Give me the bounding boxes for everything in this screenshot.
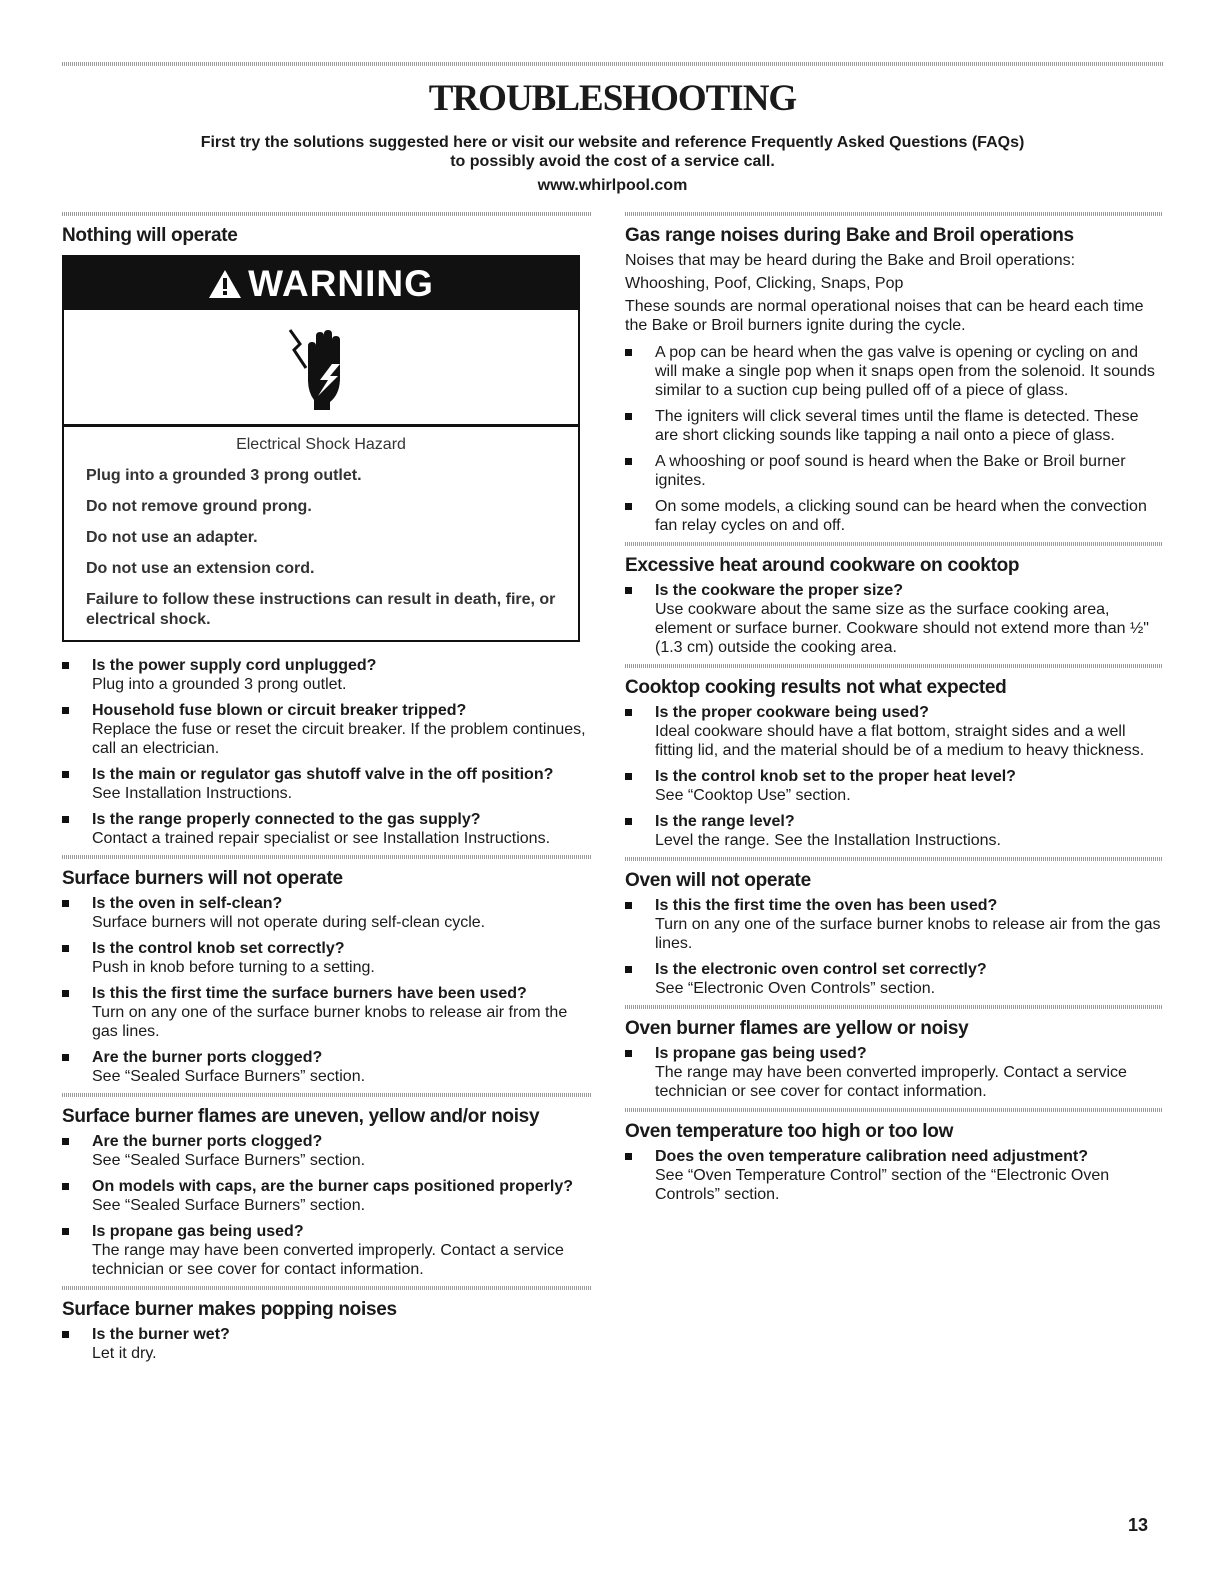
bullet-icon xyxy=(62,990,69,997)
noise-list xyxy=(625,343,1163,535)
question: Is the range level? xyxy=(655,813,795,830)
list-item xyxy=(62,701,592,758)
question: Is the range properly connected to the gas supply? xyxy=(92,811,481,828)
bullet-icon xyxy=(625,709,632,716)
right-column xyxy=(625,225,1163,1211)
section-divider xyxy=(62,1093,592,1097)
answer: Ideal cookware should have a flat bottom, straight sides and a well fitting lid, and the material should be of a medium to heavy thickness. xyxy=(655,723,1145,759)
section-divider xyxy=(625,1005,1163,1009)
hazard-title: Electrical Shock Hazard xyxy=(236,436,406,453)
bullet-icon xyxy=(625,413,632,420)
answer: Surface burners will not operate during self-clean cycle. xyxy=(92,914,486,931)
section-divider xyxy=(625,664,1163,668)
troubleshooting-list xyxy=(62,894,592,1086)
answer: Turn on any one of the surface burner knobs to release air from the gas lines. xyxy=(655,916,1161,952)
answer: See “Sealed Surface Burners” section. xyxy=(92,1068,366,1085)
question: Does the oven temperature calibration need adjustment? xyxy=(655,1148,1088,1165)
top-rule xyxy=(62,62,1163,66)
list-item xyxy=(625,452,1163,490)
bullet-icon xyxy=(625,349,632,356)
list-item xyxy=(625,497,1163,535)
question: Is propane gas being used? xyxy=(655,1045,867,1062)
question: Is the oven in self-clean? xyxy=(92,895,283,912)
warning-line: Do not use an adapter. xyxy=(86,529,258,546)
answer: The igniters will click several times until the flame is detected. These are short clicking sounds like tapping a nail onto a piece of glass. xyxy=(655,408,1139,444)
answer: See “Sealed Surface Burners” section. xyxy=(92,1197,366,1214)
question: Is the control knob set correctly? xyxy=(92,940,345,957)
section-divider xyxy=(62,1286,592,1290)
answer: Push in knob before turning to a setting. xyxy=(92,959,375,976)
bullet-icon xyxy=(625,458,632,465)
troubleshooting-list xyxy=(62,1325,592,1363)
section-heading: Surface burners will not operate xyxy=(62,868,343,889)
bullet-icon xyxy=(62,1054,69,1061)
warning-icon-area xyxy=(64,310,578,427)
bullet-icon xyxy=(62,1138,69,1145)
list-item xyxy=(62,984,592,1041)
section-heading: Oven burner flames are yellow or noisy xyxy=(625,1018,969,1039)
answer: A pop can be heard when the gas valve is opening or cycling on and will make a single pop when it snaps open from the solenoid. It sounds similar to a suction cup being pulled off of a piece of glass. xyxy=(655,344,1155,399)
question: On models with caps, are the burner caps positioned properly? xyxy=(92,1178,573,1195)
bullet-icon xyxy=(625,773,632,780)
warning-line: Failure to follow these instructions can result in death, fire, or electrical shock. xyxy=(86,591,556,628)
section-heading: Oven temperature too high or too low xyxy=(625,1121,954,1142)
troubleshooting-list xyxy=(62,656,592,848)
bullet-icon xyxy=(62,945,69,952)
troubleshooting-list xyxy=(625,703,1163,850)
paragraph: Noises that may be heard during the Bake and Broil operations: xyxy=(625,252,1076,269)
list-item xyxy=(625,896,1163,953)
list-item xyxy=(62,939,592,977)
troubleshooting-list xyxy=(625,1147,1163,1204)
section-heading: Excessive heat around cookware on cooktop xyxy=(625,555,1020,576)
question: Is the main or regulator gas shutoff valve in the off position? xyxy=(92,766,554,783)
bullet-icon xyxy=(625,1050,632,1057)
warning-line: Do not remove ground prong. xyxy=(86,498,312,515)
answer: See “Oven Temperature Control” section of the “Electronic Oven Controls” section. xyxy=(655,1167,1110,1203)
list-item xyxy=(62,1325,592,1363)
subtitle-line-1: First try the solutions suggested here or visit our website and reference Frequently Asked Questions (FAQs) xyxy=(200,134,1025,151)
answer: Replace the fuse or reset the circuit breaker. If the problem continues, call an electrician. xyxy=(92,721,586,757)
question: Is the electronic oven control set correctly? xyxy=(655,961,987,978)
section-heading: Gas range noises during Bake and Broil operations xyxy=(625,225,1074,246)
bullet-icon xyxy=(62,771,69,778)
list-item xyxy=(625,407,1163,445)
answer: Level the range. See the Installation Instructions. xyxy=(655,832,1001,849)
page-number: 13 xyxy=(1128,1515,1149,1535)
section-heading: Cooktop cooking results not what expected xyxy=(625,677,1007,698)
list-item xyxy=(625,960,1163,998)
bullet-icon xyxy=(625,587,632,594)
answer: Contact a trained repair specialist or see Installation Instructions. xyxy=(92,830,551,847)
list-item xyxy=(625,812,1163,850)
list-item xyxy=(625,767,1163,805)
section-heading: Nothing will operate xyxy=(62,225,238,246)
page-title: TROUBLESHOOTING xyxy=(428,78,797,119)
question: Household fuse blown or circuit breaker tripped? xyxy=(92,702,467,719)
page-subtitle xyxy=(140,133,1085,171)
question: Is this the first time the oven has been used? xyxy=(655,897,998,914)
list-item xyxy=(62,810,592,848)
list-item xyxy=(62,656,592,694)
section-heading: Surface burner makes popping noises xyxy=(62,1299,397,1320)
list-item xyxy=(62,894,592,932)
warning-banner-text: WARNING xyxy=(248,262,434,304)
warning-line: Do not use an extension cord. xyxy=(86,560,315,577)
question: Is the cookware the proper size? xyxy=(655,582,904,599)
answer: See “Cooktop Use” section. xyxy=(655,787,851,804)
right-column-top-rule xyxy=(625,212,1163,216)
section-divider xyxy=(625,857,1163,861)
bullet-icon xyxy=(625,966,632,973)
question: Is the control knob set to the proper heat level? xyxy=(655,768,1016,785)
answer: Turn on any one of the surface burner knobs to release air from the gas lines. xyxy=(92,1004,568,1040)
paragraph: These sounds are normal operational noises that can be heard each time the Bake or Broil burners ignite during the cycle. xyxy=(625,298,1144,334)
warning-box xyxy=(62,255,580,642)
troubleshooting-list xyxy=(625,1044,1163,1101)
list-item xyxy=(625,703,1163,760)
bullet-icon xyxy=(62,1331,69,1338)
left-column xyxy=(62,225,592,1370)
bullet-icon xyxy=(62,1183,69,1190)
warning-line: Plug into a grounded 3 prong outlet. xyxy=(86,467,362,484)
section-divider xyxy=(625,1108,1163,1112)
bullet-icon xyxy=(625,902,632,909)
list-item xyxy=(625,1147,1163,1204)
section-divider xyxy=(62,855,592,859)
troubleshooting-list xyxy=(625,581,1163,657)
bullet-icon xyxy=(625,818,632,825)
list-item xyxy=(62,1177,592,1215)
list-item xyxy=(625,1044,1163,1101)
answer: On some models, a clicking sound can be heard when the convection fan relay cycles on and off. xyxy=(655,498,1147,534)
answer: The range may have been converted improperly. Contact a service technician or see cover for contact information. xyxy=(92,1242,564,1278)
section-heading: Surface burner flames are uneven, yellow and/or noisy xyxy=(62,1106,540,1127)
answer: See Installation Instructions. xyxy=(92,785,293,802)
list-item xyxy=(625,343,1163,400)
left-column-top-rule xyxy=(62,212,592,216)
bullet-icon xyxy=(62,707,69,714)
bullet-icon xyxy=(62,900,69,907)
warning-banner xyxy=(64,257,578,310)
section-heading: Oven will not operate xyxy=(625,870,811,891)
question: Is the power supply cord unplugged? xyxy=(92,657,377,674)
question: Are the burner ports clogged? xyxy=(92,1049,323,1066)
list-item xyxy=(62,1222,592,1279)
question: Are the burner ports clogged? xyxy=(92,1133,323,1150)
answer: The range may have been converted improperly. Contact a service technician or see cover for contact information. xyxy=(655,1064,1127,1100)
question: Is the proper cookware being used? xyxy=(655,704,929,721)
bullet-icon xyxy=(625,503,632,510)
troubleshooting-list xyxy=(62,1132,592,1279)
bullet-icon xyxy=(62,662,69,669)
section-divider xyxy=(625,542,1163,546)
bullet-icon xyxy=(62,1228,69,1235)
question: Is the burner wet? xyxy=(92,1326,230,1343)
list-item xyxy=(62,1048,592,1086)
website-link[interactable]: www.whirlpool.com xyxy=(537,177,688,194)
answer: Plug into a grounded 3 prong outlet. xyxy=(92,676,347,693)
warning-body xyxy=(64,427,578,640)
list-item xyxy=(62,1132,592,1170)
list-item xyxy=(62,765,592,803)
subtitle-line-2: to possibly avoid the cost of a service call. xyxy=(450,153,775,170)
question: Is propane gas being used? xyxy=(92,1223,304,1240)
troubleshooting-list xyxy=(625,896,1163,998)
answer: A whooshing or poof sound is heard when the Bake or Broil burner ignites. xyxy=(655,453,1126,489)
question: Is this the first time the surface burners have been used? xyxy=(92,985,527,1002)
answer: Use cookware about the same size as the surface cooking area, element or surface burner. Cookware should not extend more than ½" (1.3 cm) outside the cooking area. xyxy=(655,601,1149,656)
answer: Let it dry. xyxy=(92,1345,157,1362)
bullet-icon xyxy=(625,1153,632,1160)
list-item xyxy=(625,581,1163,657)
paragraph: Whooshing, Poof, Clicking, Snaps, Pop xyxy=(625,275,904,292)
answer: See “Electronic Oven Controls” section. xyxy=(655,980,936,997)
bullet-icon xyxy=(62,816,69,823)
answer: See “Sealed Surface Burners” section. xyxy=(92,1152,366,1169)
warning-triangle-icon xyxy=(208,269,242,299)
electric-shock-hand-icon xyxy=(286,324,356,410)
